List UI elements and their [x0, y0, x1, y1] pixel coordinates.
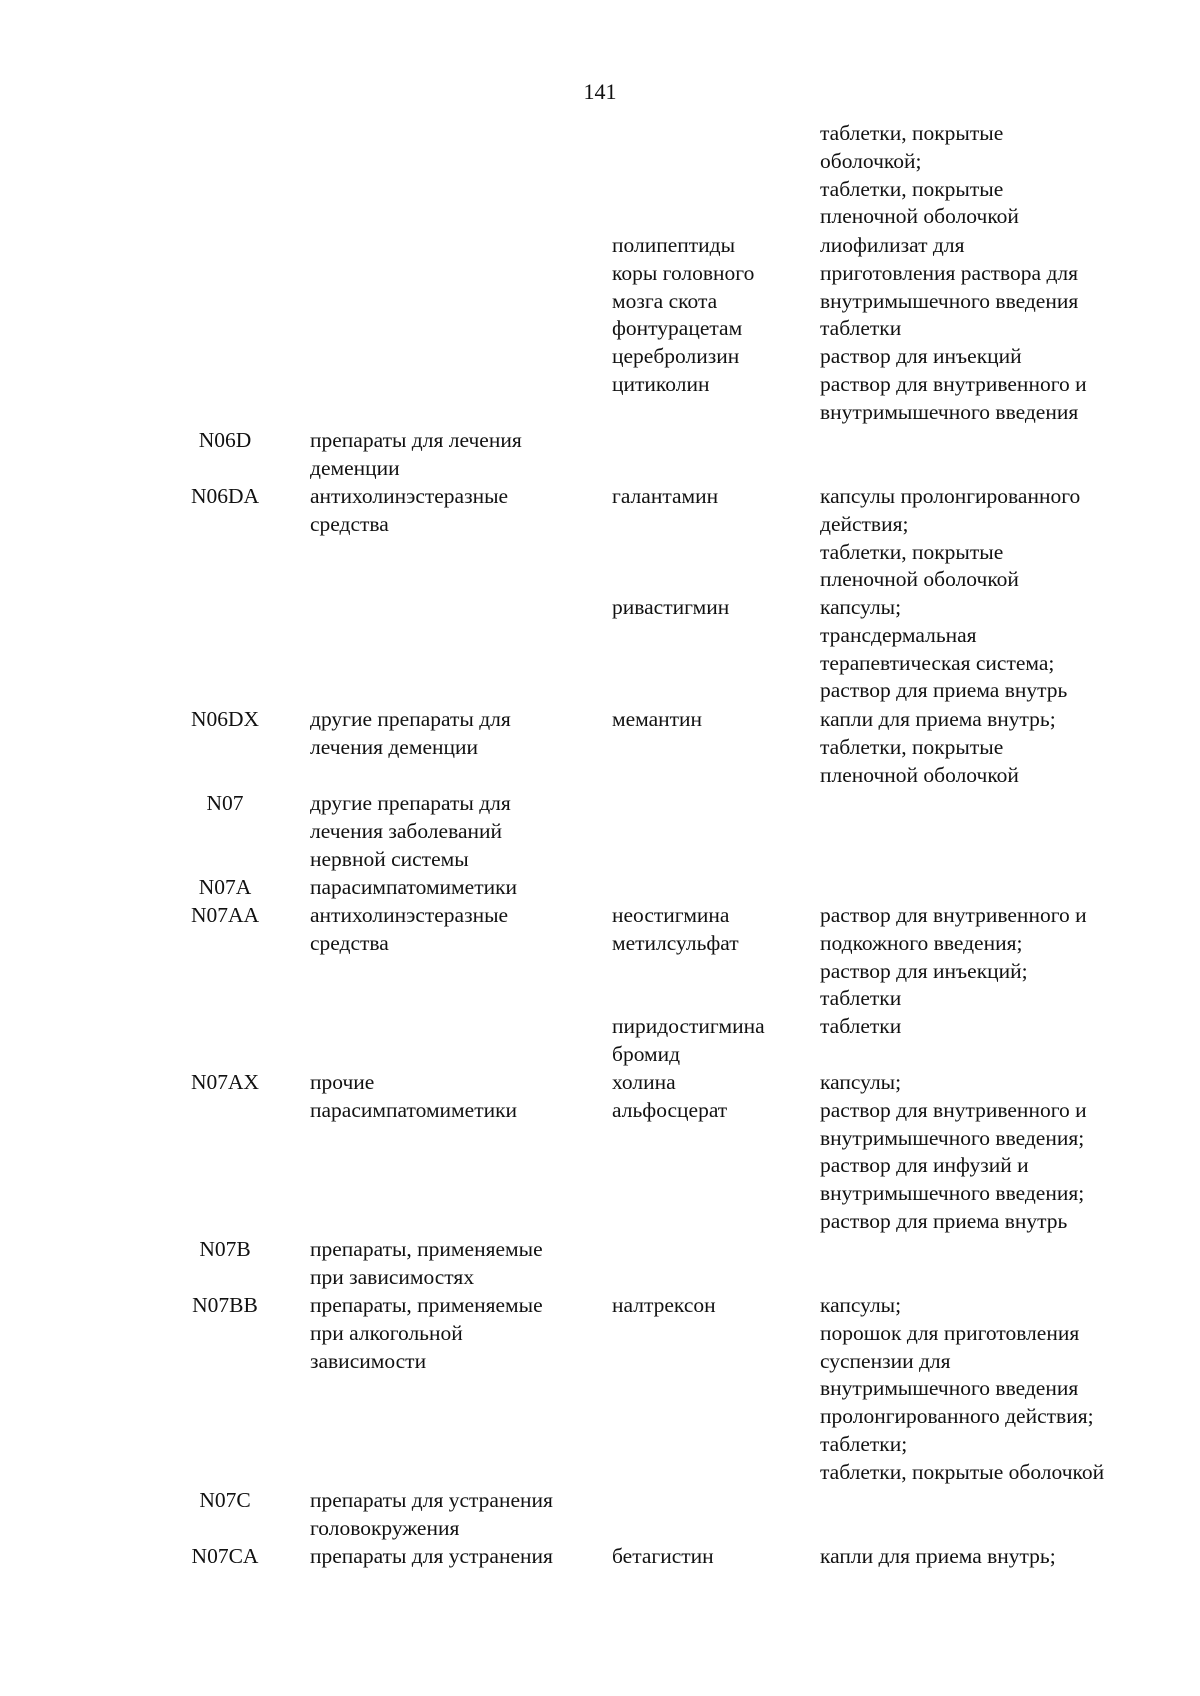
atc-code: N06DX [190, 707, 260, 731]
drug-name: бетагистин [612, 1544, 714, 1568]
dosage-form: капли для приема внутрь; [820, 1544, 1056, 1568]
dosage-form: капсулы; раствор для внутривенного и внутримышечного введения; раствор для инфузий и внутримышечного введения; раствор для приема внутрь [820, 1070, 1087, 1233]
drug-name: налтрексон [612, 1293, 716, 1317]
drug-name: цитиколин [612, 372, 710, 396]
drug-name: неостигмина метилсульфат [612, 903, 739, 955]
drug-name: ривастигмин [612, 595, 730, 619]
group-name: прочие парасимпатомиметики [310, 1070, 518, 1122]
atc-code: N07A [198, 875, 252, 899]
group-name: парасимпатомиметики [310, 875, 518, 899]
dosage-form: раствор для инъекций [820, 344, 1022, 368]
atc-code: N06DA [190, 484, 260, 508]
drug-name: фонтурацетам [612, 316, 743, 340]
group-name: препараты, применяемые при алкогольной зависимости [310, 1293, 543, 1373]
page-number: 141 [583, 79, 617, 104]
drug-name: галантамин [612, 484, 719, 508]
atc-code: N07 [206, 791, 244, 815]
dosage-form: лиофилизат для приготовления раствора для внутримышечного введения [820, 233, 1079, 313]
dosage-form: раствор для внутривенного и подкожного введения; раствор для инъекций; таблетки [820, 903, 1087, 1011]
atc-code: N07BB [192, 1293, 258, 1317]
dosage-form: капли для приема внутрь; таблетки, покрытые пленочной оболочкой [820, 707, 1056, 787]
group-name: препараты для устранения головокружения [310, 1488, 553, 1540]
dosage-form: капсулы; порошок для приготовления суспензии для внутримышечного введения пролонгированного действия; таблетки; таблетки, покрытые оболочкой [820, 1293, 1105, 1484]
group-name: другие препараты для лечения заболеваний нервной системы [310, 791, 511, 871]
atc-code: N07CA [191, 1544, 259, 1568]
dosage-form: таблетки [820, 316, 902, 340]
group-name: препараты, применяемые при зависимостях [310, 1237, 543, 1289]
atc-code: N07B [199, 1237, 251, 1261]
group-name: другие препараты для лечения деменции [310, 707, 511, 759]
dosage-form: капсулы; трансдермальная терапевтическая система; раствор для приема внутрь [820, 595, 1068, 703]
drug-name: мемантин [612, 707, 703, 731]
drug-name: холина альфосцерат [612, 1070, 728, 1122]
atc-code: N07AA [190, 903, 260, 927]
dosage-form: капсулы пролонгированного действия; таблетки, покрытые пленочной оболочкой [820, 484, 1081, 592]
group-name: антихолинэстеразные средства [310, 484, 509, 536]
dosage-form: раствор для внутривенного и внутримышечного введения [820, 372, 1087, 424]
group-name: препараты для устранения [310, 1544, 553, 1568]
drug-name: пиридостигмина бромид [612, 1014, 765, 1066]
drug-name: полипептиды коры головного мозга скота [612, 233, 755, 313]
dosage-form: таблетки, покрытые оболочкой; таблетки, покрытые пленочной оболочкой [820, 121, 1019, 229]
group-name: антихолинэстеразные средства [310, 903, 509, 955]
group-name: препараты для лечения деменции [310, 428, 522, 480]
atc-code: N07AX [190, 1070, 260, 1094]
drug-name: церебролизин [612, 344, 740, 368]
atc-code: N06D [198, 428, 252, 452]
dosage-form: таблетки [820, 1014, 902, 1038]
atc-code: N07C [199, 1488, 251, 1512]
